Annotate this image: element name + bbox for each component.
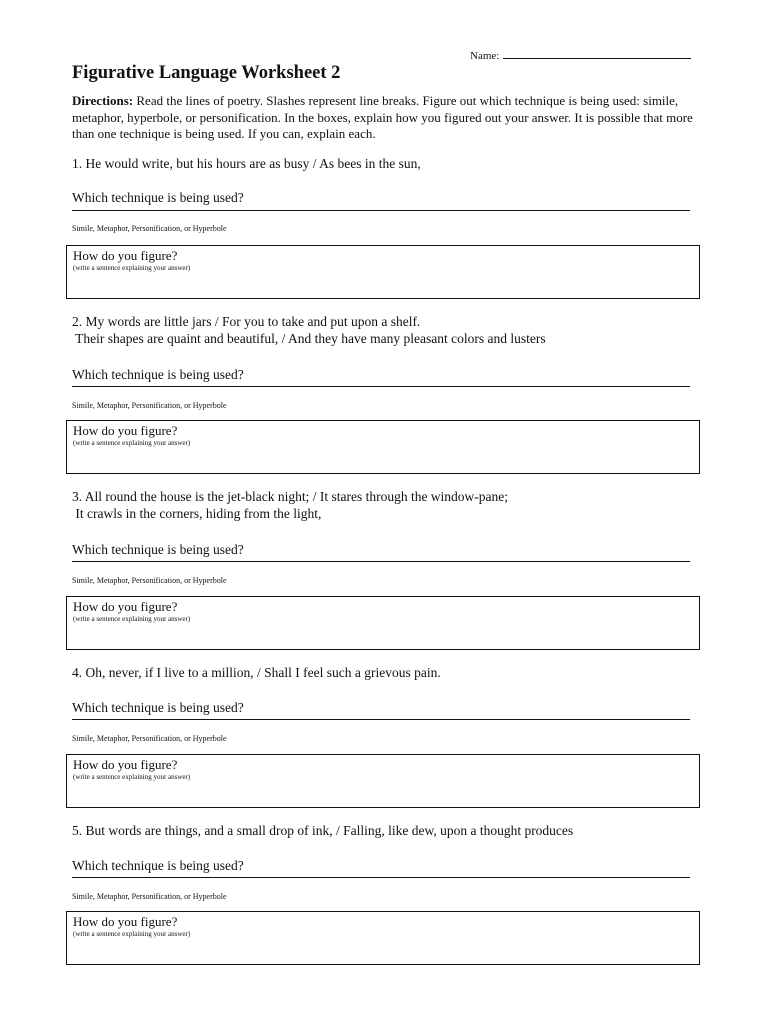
question-4 bbox=[72, 664, 702, 781]
question-text: 2. My words are little jars / For you to take and put upon a shelf. Their shapes are quaint and beautiful, / And they have many pleasant colors and lusters bbox=[72, 314, 546, 346]
explanation-hint: (write a sentence explaining your answer) bbox=[73, 439, 191, 447]
explanation-hint: (write a sentence explaining your answer) bbox=[73, 773, 191, 781]
question-2 bbox=[72, 313, 702, 447]
explanation-label: How do you figure? bbox=[73, 248, 178, 263]
question-3 bbox=[72, 488, 702, 623]
technique-prompt: Which technique is being used? bbox=[72, 858, 244, 873]
technique-answer-line[interactable] bbox=[72, 719, 690, 720]
explanation-box[interactable] bbox=[66, 420, 700, 474]
technique-answer-line[interactable] bbox=[72, 210, 690, 211]
explanation-box[interactable] bbox=[66, 911, 700, 965]
technique-hint: Simile, Metaphor, Personification, or Hyperbole bbox=[72, 734, 227, 743]
technique-prompt: Which technique is being used? bbox=[72, 367, 244, 382]
technique-hint: Simile, Metaphor, Personification, or Hyperbole bbox=[72, 892, 227, 901]
directions bbox=[72, 93, 712, 143]
technique-hint: Simile, Metaphor, Personification, or Hyperbole bbox=[72, 224, 227, 233]
name-field bbox=[470, 46, 691, 62]
technique-prompt: Which technique is being used? bbox=[72, 700, 244, 715]
question-text: 5. But words are things, and a small drop of ink, / Falling, like dew, upon a thought produces bbox=[72, 823, 574, 838]
technique-prompt: Which technique is being used? bbox=[72, 190, 244, 205]
explanation-hint: (write a sentence explaining your answer) bbox=[73, 615, 191, 623]
technique-answer-line[interactable] bbox=[72, 877, 690, 878]
question-text: 4. Oh, never, if I live to a million, / Shall I feel such a grievous pain. bbox=[72, 665, 441, 680]
name-label: Name: bbox=[470, 50, 500, 62]
question-1 bbox=[72, 155, 702, 272]
directions-label: Directions: bbox=[72, 93, 134, 108]
explanation-label: How do you figure? bbox=[73, 599, 178, 614]
technique-hint: Simile, Metaphor, Personification, or Hyperbole bbox=[72, 576, 227, 585]
explanation-hint: (write a sentence explaining your answer) bbox=[73, 930, 191, 938]
explanation-box[interactable] bbox=[66, 245, 700, 299]
technique-answer-line[interactable] bbox=[72, 561, 690, 562]
explanation-label: How do you figure? bbox=[73, 914, 178, 929]
question-5 bbox=[72, 822, 702, 938]
question-text: 3. All round the house is the jet-black night; / It stares through the window-pane; It crawls in the corners, hiding from the light, bbox=[72, 489, 509, 521]
explanation-box[interactable] bbox=[66, 754, 700, 808]
name-blank[interactable] bbox=[503, 46, 691, 59]
question-text: 1. He would write, but his hours are as busy / As bees in the sun, bbox=[72, 156, 421, 171]
technique-hint: Simile, Metaphor, Personification, or Hyperbole bbox=[72, 401, 227, 410]
explanation-label: How do you figure? bbox=[73, 423, 178, 438]
explanation-box[interactable] bbox=[66, 596, 700, 650]
directions-text: Read the lines of poetry. Slashes represent line breaks. Figure out which technique is being used: simile, metaphor, hyperbole, or personification. In the boxes, explain how you figured out your answer. It is possible that more than one technique is being used. If you can, explain each. bbox=[72, 93, 693, 141]
technique-answer-line[interactable] bbox=[72, 386, 690, 387]
technique-prompt: Which technique is being used? bbox=[72, 542, 244, 557]
page-title: Figurative Language Worksheet 2 bbox=[72, 63, 341, 83]
explanation-hint: (write a sentence explaining your answer) bbox=[73, 264, 191, 272]
explanation-label: How do you figure? bbox=[73, 757, 178, 772]
